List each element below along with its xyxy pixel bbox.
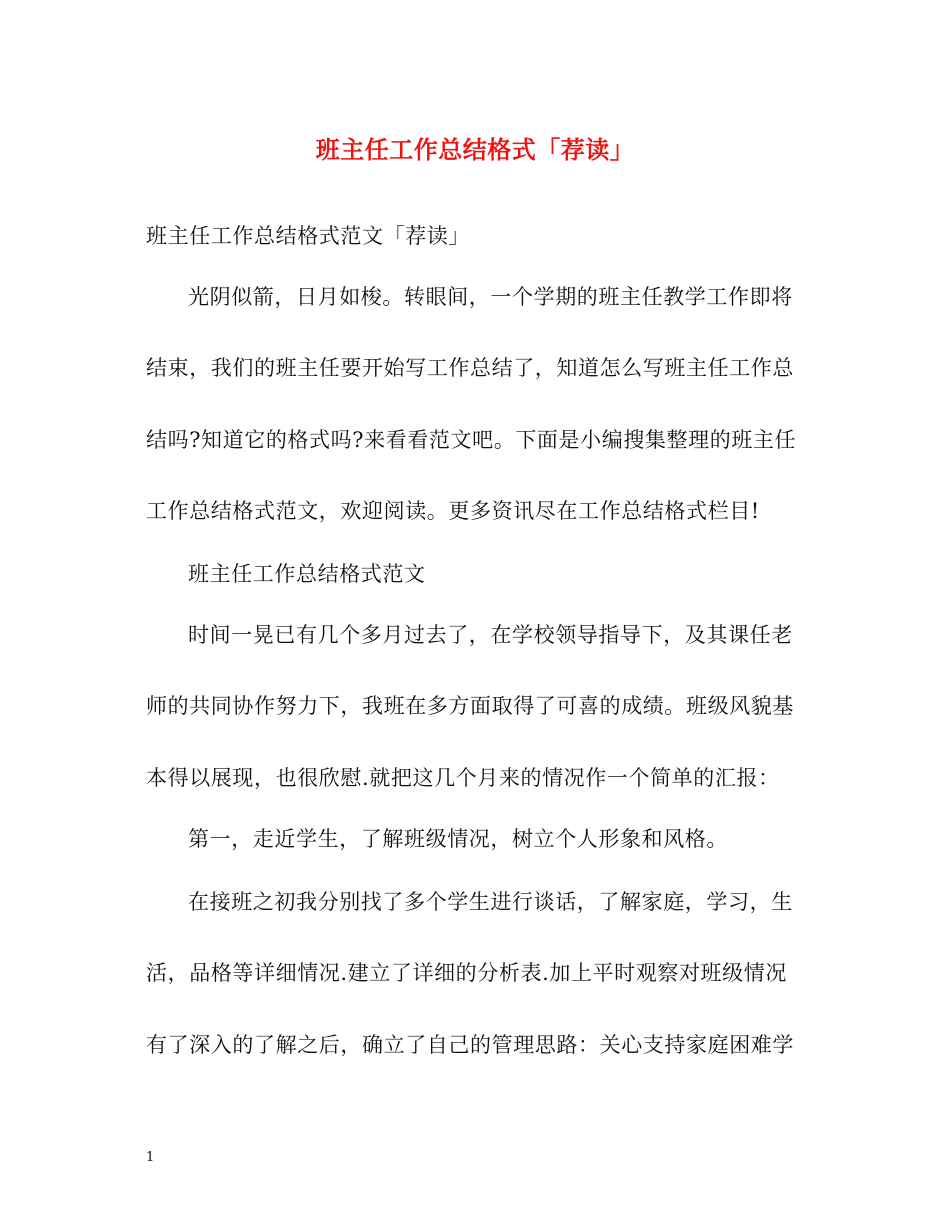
paragraph-line: 有了深入的了解之后，确立了自己的管理思路：关心支持家庭困难学 [146,1033,794,1057]
paragraph-line: 结吗?知道它的格式吗?来看看范文吧。下面是小编搜集整理的班主任 [146,428,797,452]
document-title: 班主任工作总结格式「荐读」 [315,135,635,164]
point-heading: 第一，走近学生，了解班级情况，树立个人形象和风格。 [188,827,728,851]
paragraph-line: 结束，我们的班主任要开始写工作总结了，知道怎么写班主任工作总 [146,356,794,380]
paragraph-line: 本得以展现，也很欣慰.就把这几个月来的情况作一个简单的汇报： [146,766,780,790]
section-heading: 班主任工作总结格式范文 [188,562,426,586]
paragraph-line: 师的共同协作努力下，我班在多方面取得了可喜的成绩。班级风貌基 [146,694,794,718]
page-number: 1 [146,1150,155,1165]
paragraph-line: 工作总结格式范文，欢迎阅读。更多资讯尽在工作总结格式栏目! [146,499,760,523]
document-subtitle: 班主任工作总结格式范文「荐读」 [146,224,470,248]
paragraph-line: 时间一晃已有几个多月过去了，在学校领导指导下，及其课任老 [188,623,793,647]
paragraph-line: 光阴似箭，日月如梭。转眼间，一个学期的班主任教学工作即将 [188,285,793,309]
paragraph-line: 在接班之初我分别找了多个学生进行谈话，了解家庭，学习，生 [188,890,793,914]
paragraph-line: 活，品格等详细情况.建立了详细的分析表.加上平时观察对班级情况 [146,961,787,985]
